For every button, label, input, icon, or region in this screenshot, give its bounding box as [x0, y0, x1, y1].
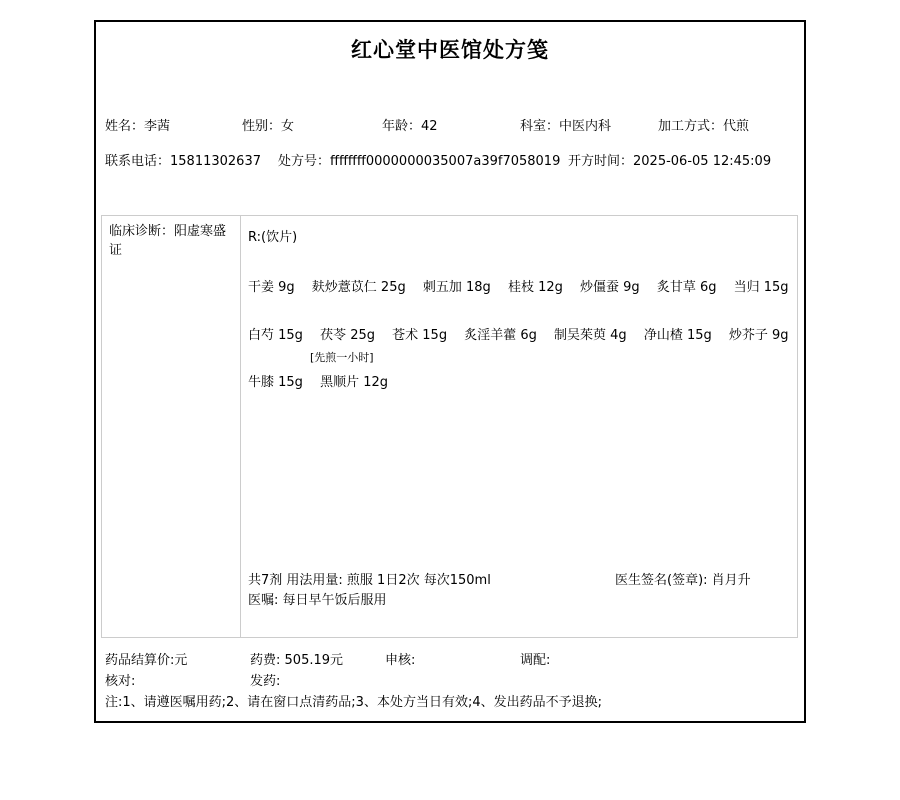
patient-name-field: [105, 115, 170, 134]
processing-method-field: [658, 115, 749, 134]
herb-item: 炙淫羊藿 6g: [464, 328, 537, 343]
review-label: 申核:: [385, 653, 416, 668]
prescribe-time-label: 开方时间：: [568, 154, 634, 169]
settlement-price-value: 元: [174, 653, 188, 668]
patient-name-label: 姓名：: [105, 119, 145, 134]
prescription-sheet: [94, 20, 806, 723]
prescription-number-field: [278, 150, 560, 169]
prescription-number-value: ffffffff0000000035007a39f7058019: [330, 154, 561, 169]
doctor-signature-name: 肖月升: [711, 573, 751, 588]
herb-row-1: [248, 276, 789, 295]
check-label: 核对:: [105, 674, 136, 689]
department-value: 中医内科: [559, 119, 612, 134]
prescribe-time-value: 2025-06-05 12:45:09: [633, 154, 772, 169]
dispense-field: [250, 670, 280, 689]
phone-label: 联系电话：: [105, 154, 171, 169]
settlement-price-label: 药品结算价:: [105, 653, 175, 668]
medicine-fee-value: 505.19元: [280, 653, 344, 668]
department-label: 科室：: [520, 119, 560, 134]
patient-age-label: 年龄：: [382, 119, 422, 134]
department-field: [520, 115, 611, 134]
rx-header: R:(饮片): [248, 230, 298, 245]
herb-item: 桂枝 12g: [507, 280, 563, 295]
dispense-prep-label: 调配:: [520, 653, 551, 668]
herb-item: 白芍 15g: [248, 328, 303, 343]
processing-method-value: 代煎: [723, 119, 750, 134]
medicine-fee-label: 药费:: [250, 653, 281, 668]
herb-item: 干姜 9g: [248, 280, 295, 295]
prescription-body-box: [101, 215, 798, 638]
check-field: [105, 670, 135, 689]
patient-gender-label: 性别：: [242, 119, 282, 134]
herb-item: 炒僵蚕 9g: [580, 280, 640, 295]
patient-gender-field: [242, 115, 294, 134]
settlement-price-field: [105, 649, 187, 668]
diagnosis-value: 阳虚寒盛证: [109, 224, 227, 258]
phone-value: 15811302637: [170, 154, 261, 169]
herb-row-3: [248, 371, 388, 390]
footer-note: 注:1、请遵医嘱用药;2、请在窗口点清药品;3、本处方当日有效;4、发出药品不予退换;: [105, 695, 602, 710]
patient-gender-value: 女: [281, 119, 295, 134]
herb-item: 黑顺片 12g: [320, 375, 389, 390]
herb-item: 麸炒薏苡仁 25g: [311, 280, 406, 295]
column-divider: [240, 216, 241, 637]
review-field: [385, 649, 415, 668]
herb-item: 牛膝 15g: [248, 375, 303, 390]
herb-item: 炒芥子 9g: [728, 328, 789, 343]
dosage-line: 共7剂 用法用量: 煎服 1日2次 每次150ml: [248, 573, 491, 588]
dispense-prep-field: [520, 649, 550, 668]
dispense-label: 发药:: [250, 674, 281, 689]
herb-item: 当归 15g: [733, 280, 789, 295]
diagnosis-field: [109, 222, 233, 260]
patient-age-value: 42: [421, 119, 438, 134]
doctor-signature-label: 医生签名(签章):: [615, 573, 712, 588]
prescribe-time-field: [568, 150, 771, 169]
prescription-number-label: 处方号：: [278, 154, 331, 169]
herb-item: 刺五加 18g: [422, 280, 491, 295]
herb-item: 制吴茱萸 4g: [554, 328, 627, 343]
patient-name-value: 李茜: [144, 119, 171, 134]
herb-item: 苍术 15g: [392, 328, 448, 343]
herb-item: 茯苓 25g: [320, 328, 376, 343]
phone-field: [105, 150, 261, 169]
herb-item: 炙甘草 6g: [656, 280, 717, 295]
herb-row-2: [248, 324, 789, 343]
diagnosis-label: 临床诊断：: [109, 224, 175, 239]
medicine-fee-field: [250, 649, 343, 668]
medical-advice-line: 医嘱: 每日早午饭后服用: [248, 593, 387, 608]
doctor-signature-field: [615, 569, 751, 588]
prescription-title: 红心堂中医馆处方笺: [351, 38, 549, 62]
patient-age-field: [382, 115, 438, 134]
processing-method-label: 加工方式：: [658, 119, 724, 134]
decoction-note: [先煎一小时]: [310, 351, 374, 364]
herb-item: 净山楂 15g: [643, 328, 712, 343]
